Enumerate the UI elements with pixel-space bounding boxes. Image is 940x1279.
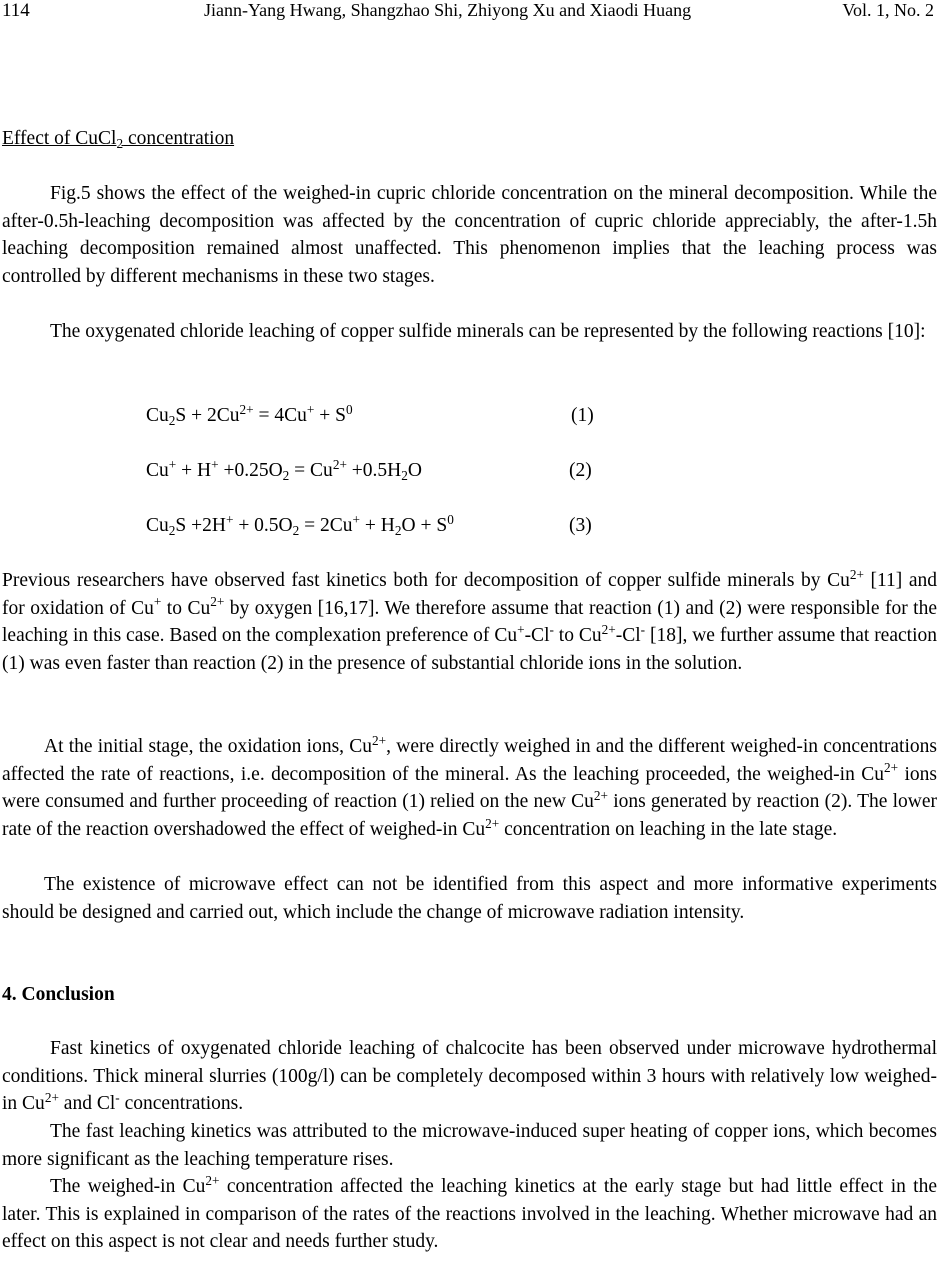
section-heading-cucl2: Effect of CuCl$_2$ concentration [2,128,235,151]
equation-3: $Cu_2S +2H^+ + 0.5O_2 = 2Cu^+ + H_2O + S^0$ [146,511,454,538]
header-volume: Vol. 1, No. 2 [842,0,934,20]
section-heading-conclusion: 4. Conclusion [2,984,115,1005]
equation-3-number: (3) [569,515,592,536]
paragraph-conclusion-weighed-in: The weighed-in $Cu^{2+}$ concentration affected the leaching kinetics at the early stage but had little effect in the later. This is explained in comparison of the rates of the reactions involved in the leaching. Whether microwave had an effect on this aspect is not clear and needs further study. [2,1172,938,1253]
paragraph-initial-stage: At the initial stage, the oxidation ions, $Cu^{2+}$, were directly weighed in and the different weighed-in concentrations affected the rate of reactions, i.e. decomposition of the mineral. As the leaching proceeded, the weighed-in $Cu^{2+}$ ions were consumed and further proceeding of reaction (1) relied on the new $Cu^{2+}$ ions generated by reaction (2). The lower rate of the reaction overshadowed the effect of weighed-in $Cu^{2+}$ concentration on leaching in the late stage. [2,732,937,840]
equation-2-number: (2) [569,460,592,481]
equation-1-number: (1) [571,405,594,426]
paragraph-reactions-intro: The oxygenated chloride leaching of copper sulfide minerals can be represented by the following reactions [10]: [50,321,926,342]
equation-1: $Cu_2S + 2Cu^{2+} = 4Cu^+ + S^0$ [146,401,353,428]
paragraph-conclusion-heating: The fast leaching kinetics was attributed to the microwave-induced super heating of copper ions, which becomes more significant as the leaching temperature rises. [2,1121,937,1170]
paragraph-fig5: Fig.5 shows the effect of the weighed-in cupric chloride concentration on the mineral decomposition. While the after-0.5h-leaching decomposition was affected by the concentration of cupric chloride appreciably, the after-1.5h leaching decomposition remained almost unaffected. This phenomenon implies that the leaching process was controlled by different mechanisms in these two stages. [2,183,937,287]
paragraph-previous-researchers: Previous researchers have observed fast kinetics both for decomposition of copper sulfide minerals by $Cu^{2+}$ [11] and for oxidation of Cu+ to $Cu^{2+}$ by oxygen [16,17]. We therefore assume that reaction (1) and (2) were responsible for the leaching in this case. Based on the complexation preference of Cu+-Cl- to $Cu^{2+}-Cl^-$ [18], we further assume that reaction (1) was even faster than reaction (2) in the presence of substantial chloride ions in the solution. [2,566,937,674]
paragraph-microwave-effect: The existence of microwave effect can not be identified from this aspect and more informative experiments should be designed and carried out, which include the change of microwave radiation intensity. [2,874,937,923]
header-authors: Jiann-Yang Hwang, Shangzhao Shi, Zhiyong Xu and Xiaodi Huang [204,0,692,20]
page-number: 114 [2,0,30,21]
equation-2: $Cu^+ + H^+ +0.25O_2 = Cu^{2+} +0.5H_2O$ [146,456,422,483]
paragraph-conclusion-kinetics: Fast kinetics of oxygenated chloride leaching of chalcocite has been observed under microwave hydrothermal conditions. Thick mineral slurries (100g/l) can be completely decomposed within 3 hours with relatively low weighed-in $Cu^{2+}$ and Cl- concentrations. [2,1038,937,1115]
running-header [0,0,940,25]
